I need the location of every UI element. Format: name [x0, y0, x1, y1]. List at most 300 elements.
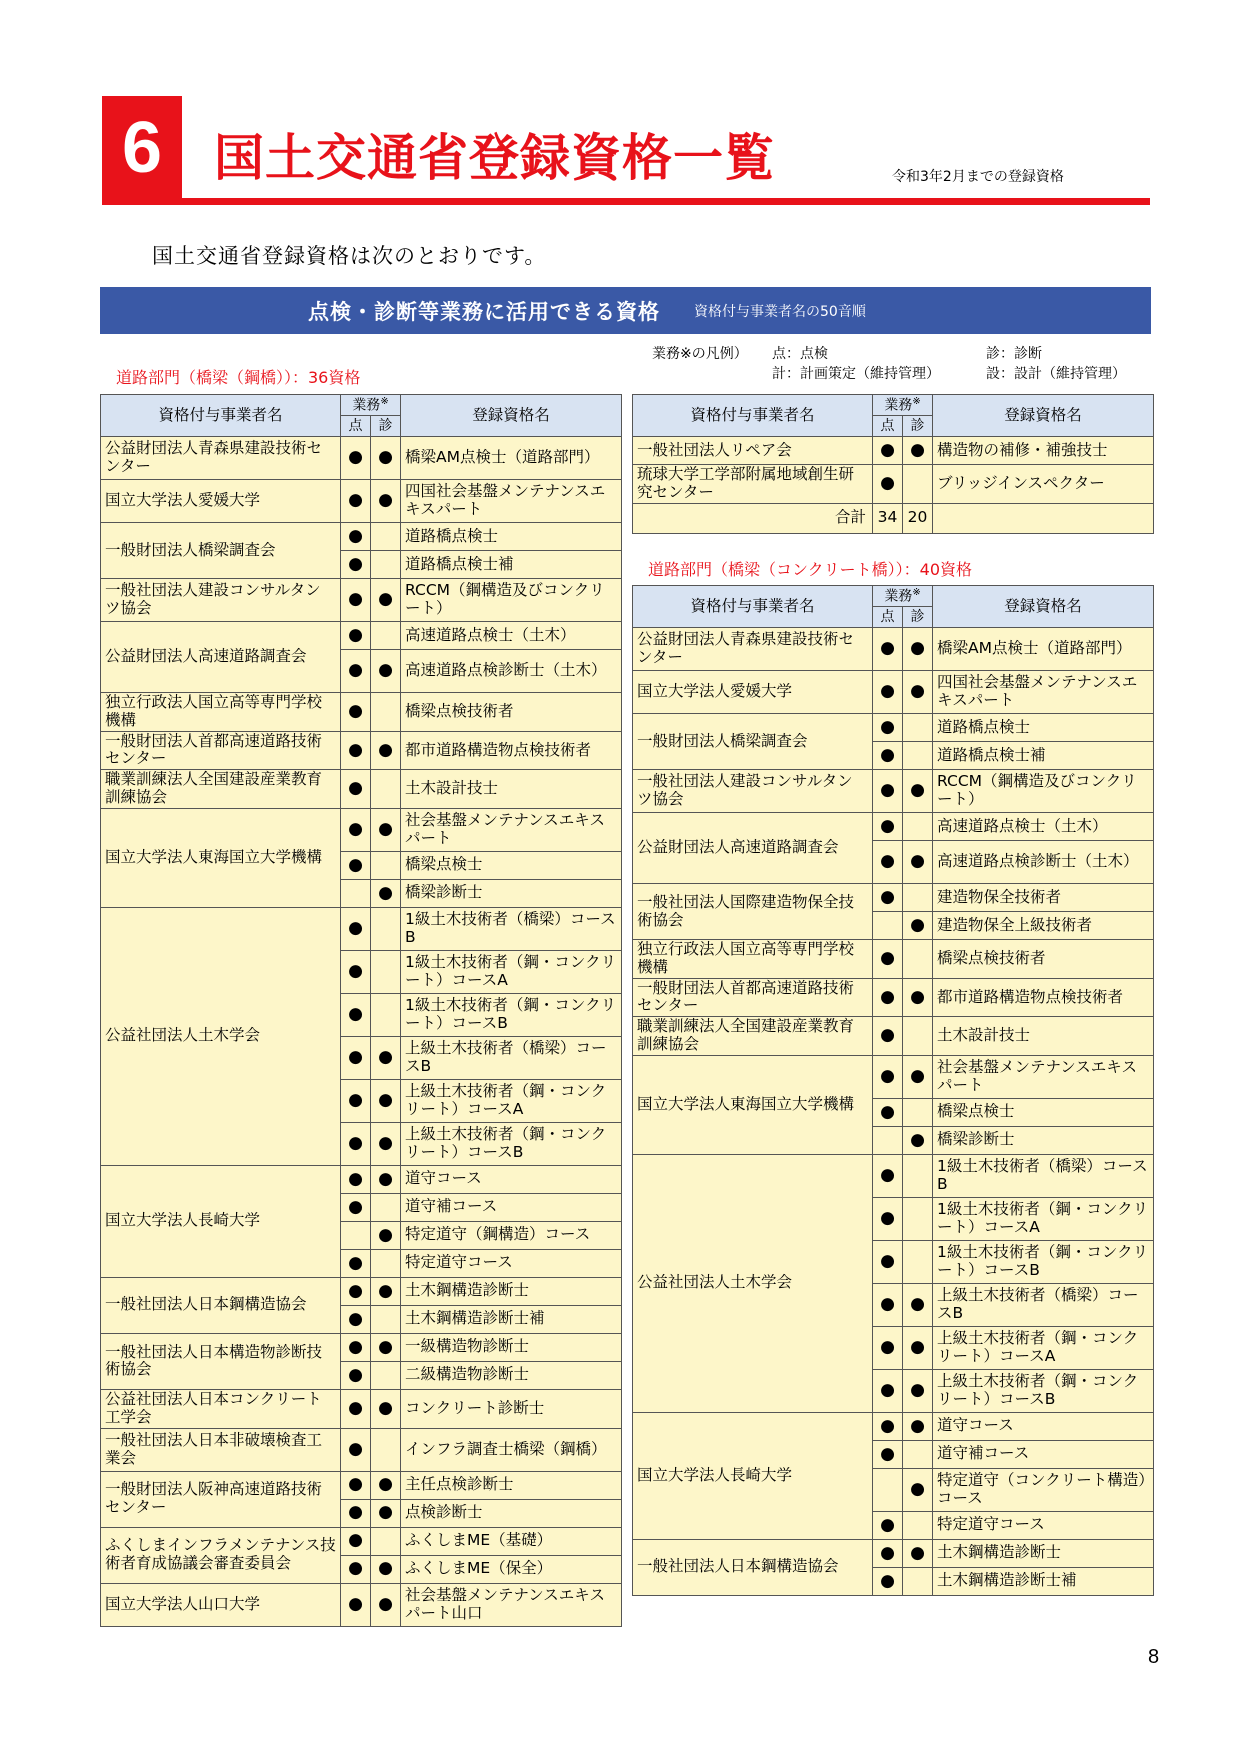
organization-name: 一般社団法人建設コンサルタンツ協会: [101, 579, 341, 622]
inspection-mark: ●: [341, 1277, 371, 1305]
diagnosis-mark: ●: [371, 1165, 401, 1193]
ten-column-header: 点: [341, 416, 371, 437]
header-row: [633, 586, 1154, 607]
gyomu-column-header: [341, 395, 401, 416]
diagnosis-mark: ●: [903, 628, 933, 671]
inspection-mark: ●: [873, 465, 903, 504]
organization-name: 国立大学法人東海国立大学機構: [633, 1055, 873, 1154]
ten-column-header: 点: [873, 607, 903, 628]
diagnosis-mark: [903, 1440, 933, 1468]
diagnosis-mark: ●: [371, 879, 401, 907]
organization-name: 公益財団法人高速道路調査会: [633, 813, 873, 884]
gyomu-footnote-mark: ※: [912, 396, 921, 408]
inspection-mark: ●: [341, 770, 371, 809]
gyomu-column-header: [873, 395, 933, 416]
diagnosis-mark: [371, 622, 401, 650]
organization-name: 一般財団法人橋梁調査会: [633, 714, 873, 770]
organization-name: 琉球大学工学部附属地域創生研究センター: [633, 465, 873, 504]
banner-title: 点検・診断等業務に活用できる資格: [308, 299, 660, 324]
diagnosis-mark: ●: [903, 1126, 933, 1154]
qualification-name: 1級土木技術者（鋼・コンクリート）コースB: [401, 993, 622, 1036]
organization-name: 独立行政法人国立高等専門学校機構: [101, 693, 341, 732]
organization-name: 独立行政法人国立高等専門学校機構: [633, 940, 873, 979]
table-row: [101, 1583, 622, 1626]
qualification-name: 四国社会基盤メンテナンスエキスパート: [401, 480, 622, 523]
banner-subtitle: 資格付与事業者名の50音順: [694, 303, 866, 320]
inspection-mark: ●: [341, 480, 371, 523]
gyomu-footnote-mark: ※: [912, 587, 921, 599]
qualification-name: 特定道守（鋼構造）コース: [401, 1221, 622, 1249]
inspection-mark: ●: [341, 523, 371, 551]
qualification-name: 高速道路点検士（土木）: [933, 813, 1154, 841]
organization-name: 一般財団法人阪神高速道路技術センター: [101, 1471, 341, 1527]
gyomu-footnote-mark: ※: [380, 396, 389, 408]
diagnosis-mark: ●: [371, 1221, 401, 1249]
qualification-name: 社会基盤メンテナンスエキスパート: [401, 808, 622, 851]
diagnosis-mark: ●: [371, 1389, 401, 1428]
diagnosis-mark: ●: [903, 437, 933, 465]
table-row: [633, 714, 1154, 742]
qualification-name: 土木鋼構造診断士補: [933, 1567, 1154, 1595]
inspection-mark: ●: [873, 1326, 903, 1369]
organization-name: ふくしまインフラメンテナンス技術者育成協議会審査委員会: [101, 1527, 341, 1583]
qualification-name: 上級土木技術者（鋼・コンクリート）コースB: [401, 1122, 622, 1165]
diagnosis-mark: [903, 884, 933, 912]
table-row: [101, 622, 622, 650]
organization-name: 公益社団法人土木学会: [101, 907, 341, 1165]
organization-name: 国立大学法人愛媛大学: [633, 671, 873, 714]
diagnosis-mark: ●: [903, 841, 933, 884]
qualification-name: 橋梁点検士: [401, 851, 622, 879]
diagnosis-mark: [903, 1197, 933, 1240]
gyomu-label: 業務: [884, 588, 913, 605]
inspection-mark: ●: [341, 1471, 371, 1499]
qualification-name: 上級土木技術者（鋼・コンクリート）コースA: [401, 1079, 622, 1122]
inspection-mark: ●: [341, 1389, 371, 1428]
shin-column-header: 診: [903, 416, 933, 437]
inspection-mark: ●: [873, 770, 903, 813]
table-row: [101, 1389, 622, 1428]
inspection-mark: ●: [873, 437, 903, 465]
inspection-mark: ●: [341, 551, 371, 579]
intro-text: 国土交通省登録資格は次のとおりです。: [152, 244, 547, 268]
qualification-name: 道路橋点検士: [401, 523, 622, 551]
legend-shin: 診：診断: [986, 346, 1042, 362]
qualification-name: 主任点検診断士: [401, 1471, 622, 1499]
inspection-mark: ●: [341, 993, 371, 1036]
diagnosis-mark: ●: [371, 480, 401, 523]
diagnosis-mark: ●: [371, 808, 401, 851]
table-row: [633, 1055, 1154, 1098]
inspection-mark: [873, 1126, 903, 1154]
qualification-name: ふくしまME（基礎）: [401, 1527, 622, 1555]
diagnosis-mark: [371, 1428, 401, 1471]
diagnosis-mark: [371, 1249, 401, 1277]
qualification-name: 道守コース: [401, 1165, 622, 1193]
inspection-mark: ●: [873, 1240, 903, 1283]
table-row: [633, 1539, 1154, 1567]
steel-bridge-table-continued: [632, 394, 1154, 534]
organization-name: 一般社団法人日本鋼構造協会: [101, 1277, 341, 1333]
qualification-name: 土木鋼構造診断士: [401, 1277, 622, 1305]
qualification-name: 橋梁診断士: [933, 1126, 1154, 1154]
table-row: [633, 940, 1154, 979]
inspection-mark: ●: [873, 841, 903, 884]
total-label: 合計: [633, 503, 873, 533]
gyomu-label: 業務: [884, 397, 913, 414]
organization-name: 公益財団法人青森県建設技術センター: [101, 437, 341, 480]
table-row: [633, 813, 1154, 841]
qualification-name: 建造物保全技術者: [933, 884, 1154, 912]
diagnosis-mark: ●: [371, 1122, 401, 1165]
qualification-name: 都市道路構造物点検技術者: [401, 731, 622, 770]
table-row: [633, 1017, 1154, 1056]
diagnosis-mark: ●: [903, 1468, 933, 1511]
qualification-name: インフラ調査士橋梁（鋼橋）: [401, 1428, 622, 1471]
inspection-mark: ●: [341, 1583, 371, 1626]
qualification-name: 特定道守コース: [401, 1249, 622, 1277]
diagnosis-mark: ●: [903, 1539, 933, 1567]
table-row: [633, 1154, 1154, 1197]
inspection-mark: ●: [341, 1165, 371, 1193]
table-row: [633, 884, 1154, 912]
qualification-name: RCCM（鋼構造及びコンクリート）: [401, 579, 622, 622]
table-row: [633, 628, 1154, 671]
table-row: [101, 437, 622, 480]
diagnosis-mark: [371, 950, 401, 993]
inspection-mark: ●: [341, 1036, 371, 1079]
qualification-name: 都市道路構造物点検技術者: [933, 978, 1154, 1017]
organization-name: 国立大学法人愛媛大学: [101, 480, 341, 523]
diagnosis-mark: ●: [371, 1471, 401, 1499]
inspection-mark: ●: [341, 1249, 371, 1277]
table-row: [633, 437, 1154, 465]
inspection-mark: ●: [341, 808, 371, 851]
organization-name: 一般社団法人リペア会: [633, 437, 873, 465]
diagnosis-mark: [903, 1567, 933, 1595]
qualification-name: 高速道路点検診断士（土木）: [401, 650, 622, 693]
diagnosis-mark: [371, 770, 401, 809]
table-row: [633, 978, 1154, 1017]
qualification-name: 1級土木技術者（鋼・コンクリート）コースA: [401, 950, 622, 993]
qualification-name: 橋梁診断士: [401, 879, 622, 907]
inspection-mark: ●: [873, 671, 903, 714]
qualification-name: ふくしまME（保全）: [401, 1555, 622, 1583]
inspection-mark: ●: [341, 1499, 371, 1527]
inspection-mark: ●: [341, 1079, 371, 1122]
inspection-mark: ●: [341, 437, 371, 480]
table-row: [101, 579, 622, 622]
qualification-name: 特定道守コース: [933, 1511, 1154, 1539]
inspection-mark: ●: [341, 1527, 371, 1555]
total-shin: 20: [903, 503, 933, 533]
table-row: [101, 1527, 622, 1555]
qualification-name: 橋梁AM点検士（道路部門）: [401, 437, 622, 480]
table-row: [101, 1165, 622, 1193]
table-row: [101, 907, 622, 950]
organization-name: 公益社団法人土木学会: [633, 1154, 873, 1412]
inspection-mark: ●: [873, 1197, 903, 1240]
qualification-name: 上級土木技術者（橋梁）コースB: [401, 1036, 622, 1079]
organization-name: 一般社団法人国際建造物保全技術協会: [633, 884, 873, 940]
inspection-mark: ●: [873, 1055, 903, 1098]
total-ten: 34: [873, 503, 903, 533]
section-banner: [100, 287, 1151, 334]
diagnosis-mark: ●: [371, 1499, 401, 1527]
inspection-mark: ●: [873, 628, 903, 671]
inspection-mark: ●: [873, 1412, 903, 1440]
qualification-name: 土木鋼構造診断士: [933, 1539, 1154, 1567]
qualification-name: 道守補コース: [933, 1440, 1154, 1468]
qualification-name: 高速道路点検診断士（土木）: [933, 841, 1154, 884]
qualification-name: 四国社会基盤メンテナンスエキスパート: [933, 671, 1154, 714]
qualification-name: 特定道守（コンクリート構造）コース: [933, 1468, 1154, 1511]
inspection-mark: ●: [873, 1154, 903, 1197]
table-row: [101, 523, 622, 551]
inspection-mark: ●: [873, 940, 903, 979]
shin-column-header: 診: [903, 607, 933, 628]
diagnosis-mark: [903, 465, 933, 504]
steel-section-label: 道路部門（橋梁（鋼橋））：36資格: [116, 368, 361, 387]
concrete-bridge-table: [632, 585, 1154, 1596]
diagnosis-mark: ●: [371, 731, 401, 770]
page-title: 国土交通省登録資格一覧: [214, 129, 775, 187]
organization-name: 一般社団法人日本鋼構造協会: [633, 1539, 873, 1595]
table-row: [101, 770, 622, 809]
diagnosis-mark: [371, 551, 401, 579]
table-row: [101, 808, 622, 851]
inspection-mark: ●: [341, 907, 371, 950]
gyomu-label: 業務: [352, 397, 381, 414]
diagnosis-mark: [371, 693, 401, 732]
qualification-name: 橋梁AM点検士（道路部門）: [933, 628, 1154, 671]
qualification-name: 高速道路点検士（土木）: [401, 622, 622, 650]
page-number: 8: [1148, 1646, 1160, 1668]
qualification-name: コンクリート診断士: [401, 1389, 622, 1428]
organization-name: 一般社団法人建設コンサルタンツ協会: [633, 770, 873, 813]
title-underline: [102, 198, 1150, 205]
inspection-mark: ●: [873, 1567, 903, 1595]
diagnosis-mark: [371, 1527, 401, 1555]
inspection-mark: ●: [873, 813, 903, 841]
qualification-name: 土木鋼構造診断士補: [401, 1305, 622, 1333]
steel-bridge-table: [100, 394, 622, 1627]
qualification-name: 土木設計技士: [933, 1017, 1154, 1056]
qualification-name: ブリッジインスペクター: [933, 465, 1154, 504]
diagnosis-mark: [371, 523, 401, 551]
qualification-name: 道路橋点検士補: [401, 551, 622, 579]
table-row: [633, 770, 1154, 813]
diagnosis-mark: ●: [903, 1326, 933, 1369]
total-blank: [933, 503, 1154, 533]
qualification-name: 社会基盤メンテナンスエキスパート: [933, 1055, 1154, 1098]
shin-column-header: 診: [371, 416, 401, 437]
organization-name: 国立大学法人長崎大学: [101, 1165, 341, 1277]
organization-name: 一般社団法人日本構造物診断技術協会: [101, 1333, 341, 1389]
qualification-name: 上級土木技術者（鋼・コンクリート）コースA: [933, 1326, 1154, 1369]
organization-name: 公益社団法人日本コンクリート工学会: [101, 1389, 341, 1428]
inspection-mark: ●: [873, 1539, 903, 1567]
diagnosis-mark: [903, 714, 933, 742]
inspection-mark: ●: [341, 950, 371, 993]
organization-name: 一般社団法人日本非破壊検査工業会: [101, 1428, 341, 1471]
diagnosis-mark: [903, 1154, 933, 1197]
qualification-name: 上級土木技術者（橋梁）コースB: [933, 1283, 1154, 1326]
diagnosis-mark: [903, 1017, 933, 1056]
diagnosis-mark: ●: [903, 978, 933, 1017]
qual-column-header: 登録資格名: [401, 395, 622, 437]
table-row: [633, 1412, 1154, 1440]
qualification-name: 1級土木技術者（鋼・コンクリート）コースA: [933, 1197, 1154, 1240]
inspection-mark: ●: [873, 1098, 903, 1126]
organization-name: 国立大学法人山口大学: [101, 1583, 341, 1626]
qualification-name: 道路橋点検士補: [933, 742, 1154, 770]
inspection-mark: ●: [341, 1193, 371, 1221]
diagnosis-mark: ●: [903, 912, 933, 940]
header-row: [101, 395, 622, 416]
table-row: [633, 465, 1154, 504]
diagnosis-mark: ●: [371, 1583, 401, 1626]
diagnosis-mark: ●: [903, 1369, 933, 1412]
inspection-mark: ●: [341, 622, 371, 650]
qualification-name: 橋梁点検士: [933, 1098, 1154, 1126]
diagnosis-mark: [903, 1098, 933, 1126]
organization-name: 一般財団法人首都高速道路技術センター: [633, 978, 873, 1017]
diagnosis-mark: [903, 940, 933, 979]
inspection-mark: ●: [873, 1440, 903, 1468]
legend-label: 業務※の凡例）: [652, 346, 748, 362]
diagnosis-mark: ●: [371, 1079, 401, 1122]
table-row: [101, 731, 622, 770]
concrete-section-label: 道路部門（橋梁（コンクリート橋））：40資格: [648, 560, 973, 579]
qualification-name: 点検診断士: [401, 1499, 622, 1527]
diagnosis-mark: ●: [371, 1555, 401, 1583]
organization-name: 職業訓練法人全国建設産業教育訓練協会: [101, 770, 341, 809]
inspection-mark: ●: [341, 1122, 371, 1165]
qualification-name: 建造物保全上級技術者: [933, 912, 1154, 940]
organization-name: 国立大学法人長崎大学: [633, 1412, 873, 1539]
legend-kei: 計：計画策定（維持管理）: [772, 366, 940, 382]
diagnosis-mark: ●: [371, 437, 401, 480]
table-row: [101, 1471, 622, 1499]
qualification-name: 土木設計技士: [401, 770, 622, 809]
diagnosis-mark: [371, 1193, 401, 1221]
inspection-mark: ●: [341, 1428, 371, 1471]
inspection-mark: [341, 879, 371, 907]
diagnosis-mark: ●: [371, 650, 401, 693]
diagnosis-mark: [371, 993, 401, 1036]
diagnosis-mark: [371, 1361, 401, 1389]
as-of-note: 令和3年2月までの登録資格: [892, 169, 1064, 185]
section-number: 6: [102, 96, 182, 200]
table-row: [633, 671, 1154, 714]
header-row: [633, 395, 1154, 416]
legend-ten: 点：点検: [772, 346, 828, 362]
inspection-mark: ●: [341, 1361, 371, 1389]
qualification-name: 二級構造物診断士: [401, 1361, 622, 1389]
inspection-mark: ●: [873, 742, 903, 770]
org-column-header: 資格付与事業者名: [101, 395, 341, 437]
inspection-mark: ●: [341, 579, 371, 622]
organization-name: 公益財団法人高速道路調査会: [101, 622, 341, 693]
qualification-name: 1級土木技術者（橋梁）コースB: [933, 1154, 1154, 1197]
diagnosis-mark: [371, 1305, 401, 1333]
diagnosis-mark: [903, 742, 933, 770]
qualification-name: RCCM（鋼構造及びコンクリート）: [933, 770, 1154, 813]
section-header: [102, 96, 1150, 204]
org-column-header: 資格付与事業者名: [633, 586, 873, 628]
diagnosis-mark: [903, 1511, 933, 1539]
diagnosis-mark: ●: [903, 1283, 933, 1326]
organization-name: 一般財団法人橋梁調査会: [101, 523, 341, 579]
diagnosis-mark: [371, 907, 401, 950]
table-row: [101, 480, 622, 523]
inspection-mark: ●: [341, 1555, 371, 1583]
qual-column-header: 登録資格名: [933, 395, 1154, 437]
diagnosis-mark: ●: [371, 1277, 401, 1305]
diagnosis-mark: [903, 1240, 933, 1283]
qualification-name: 構造物の補修・補強技士: [933, 437, 1154, 465]
diagnosis-mark: ●: [371, 1036, 401, 1079]
inspection-mark: ●: [341, 693, 371, 732]
qualification-name: 橋梁点検技術者: [933, 940, 1154, 979]
organization-name: 公益財団法人青森県建設技術センター: [633, 628, 873, 671]
qualification-name: 上級土木技術者（鋼・コンクリート）コースB: [933, 1369, 1154, 1412]
gyomu-column-header: [873, 586, 933, 607]
inspection-mark: ●: [873, 978, 903, 1017]
inspection-mark: ●: [873, 1017, 903, 1056]
inspection-mark: [873, 912, 903, 940]
inspection-mark: [873, 1468, 903, 1511]
qualification-name: 橋梁点検技術者: [401, 693, 622, 732]
table-row: [101, 1428, 622, 1471]
inspection-mark: [341, 1221, 371, 1249]
organization-name: 職業訓練法人全国建設産業教育訓練協会: [633, 1017, 873, 1056]
qualification-name: 1級土木技術者（鋼・コンクリート）コースB: [933, 1240, 1154, 1283]
inspection-mark: ●: [873, 884, 903, 912]
diagnosis-mark: [903, 813, 933, 841]
diagnosis-mark: ●: [371, 1333, 401, 1361]
inspection-mark: ●: [341, 1305, 371, 1333]
inspection-mark: ●: [341, 650, 371, 693]
qualification-name: 道守補コース: [401, 1193, 622, 1221]
total-row: [633, 503, 1154, 533]
qualification-name: 一級構造物診断士: [401, 1333, 622, 1361]
diagnosis-mark: ●: [903, 1055, 933, 1098]
inspection-mark: ●: [873, 1369, 903, 1412]
table-row: [101, 1333, 622, 1361]
qualification-name: 社会基盤メンテナンスエキスパート山口: [401, 1583, 622, 1626]
table-row: [101, 693, 622, 732]
qual-column-header: 登録資格名: [933, 586, 1154, 628]
diagnosis-mark: ●: [903, 1412, 933, 1440]
inspection-mark: ●: [873, 714, 903, 742]
organization-name: 一般財団法人首都高速道路技術センター: [101, 731, 341, 770]
diagnosis-mark: ●: [903, 671, 933, 714]
table-row: [101, 1277, 622, 1305]
org-column-header: 資格付与事業者名: [633, 395, 873, 437]
qualification-name: 1級土木技術者（橋梁）コースB: [401, 907, 622, 950]
inspection-mark: ●: [341, 1333, 371, 1361]
diagnosis-mark: [371, 851, 401, 879]
inspection-mark: ●: [873, 1283, 903, 1326]
qualification-name: 道路橋点検士: [933, 714, 1154, 742]
inspection-mark: ●: [341, 851, 371, 879]
inspection-mark: ●: [873, 1511, 903, 1539]
qualification-name: 道守コース: [933, 1412, 1154, 1440]
legend-setsu: 設：設計（維持管理）: [986, 366, 1126, 382]
organization-name: 国立大学法人東海国立大学機構: [101, 808, 341, 907]
